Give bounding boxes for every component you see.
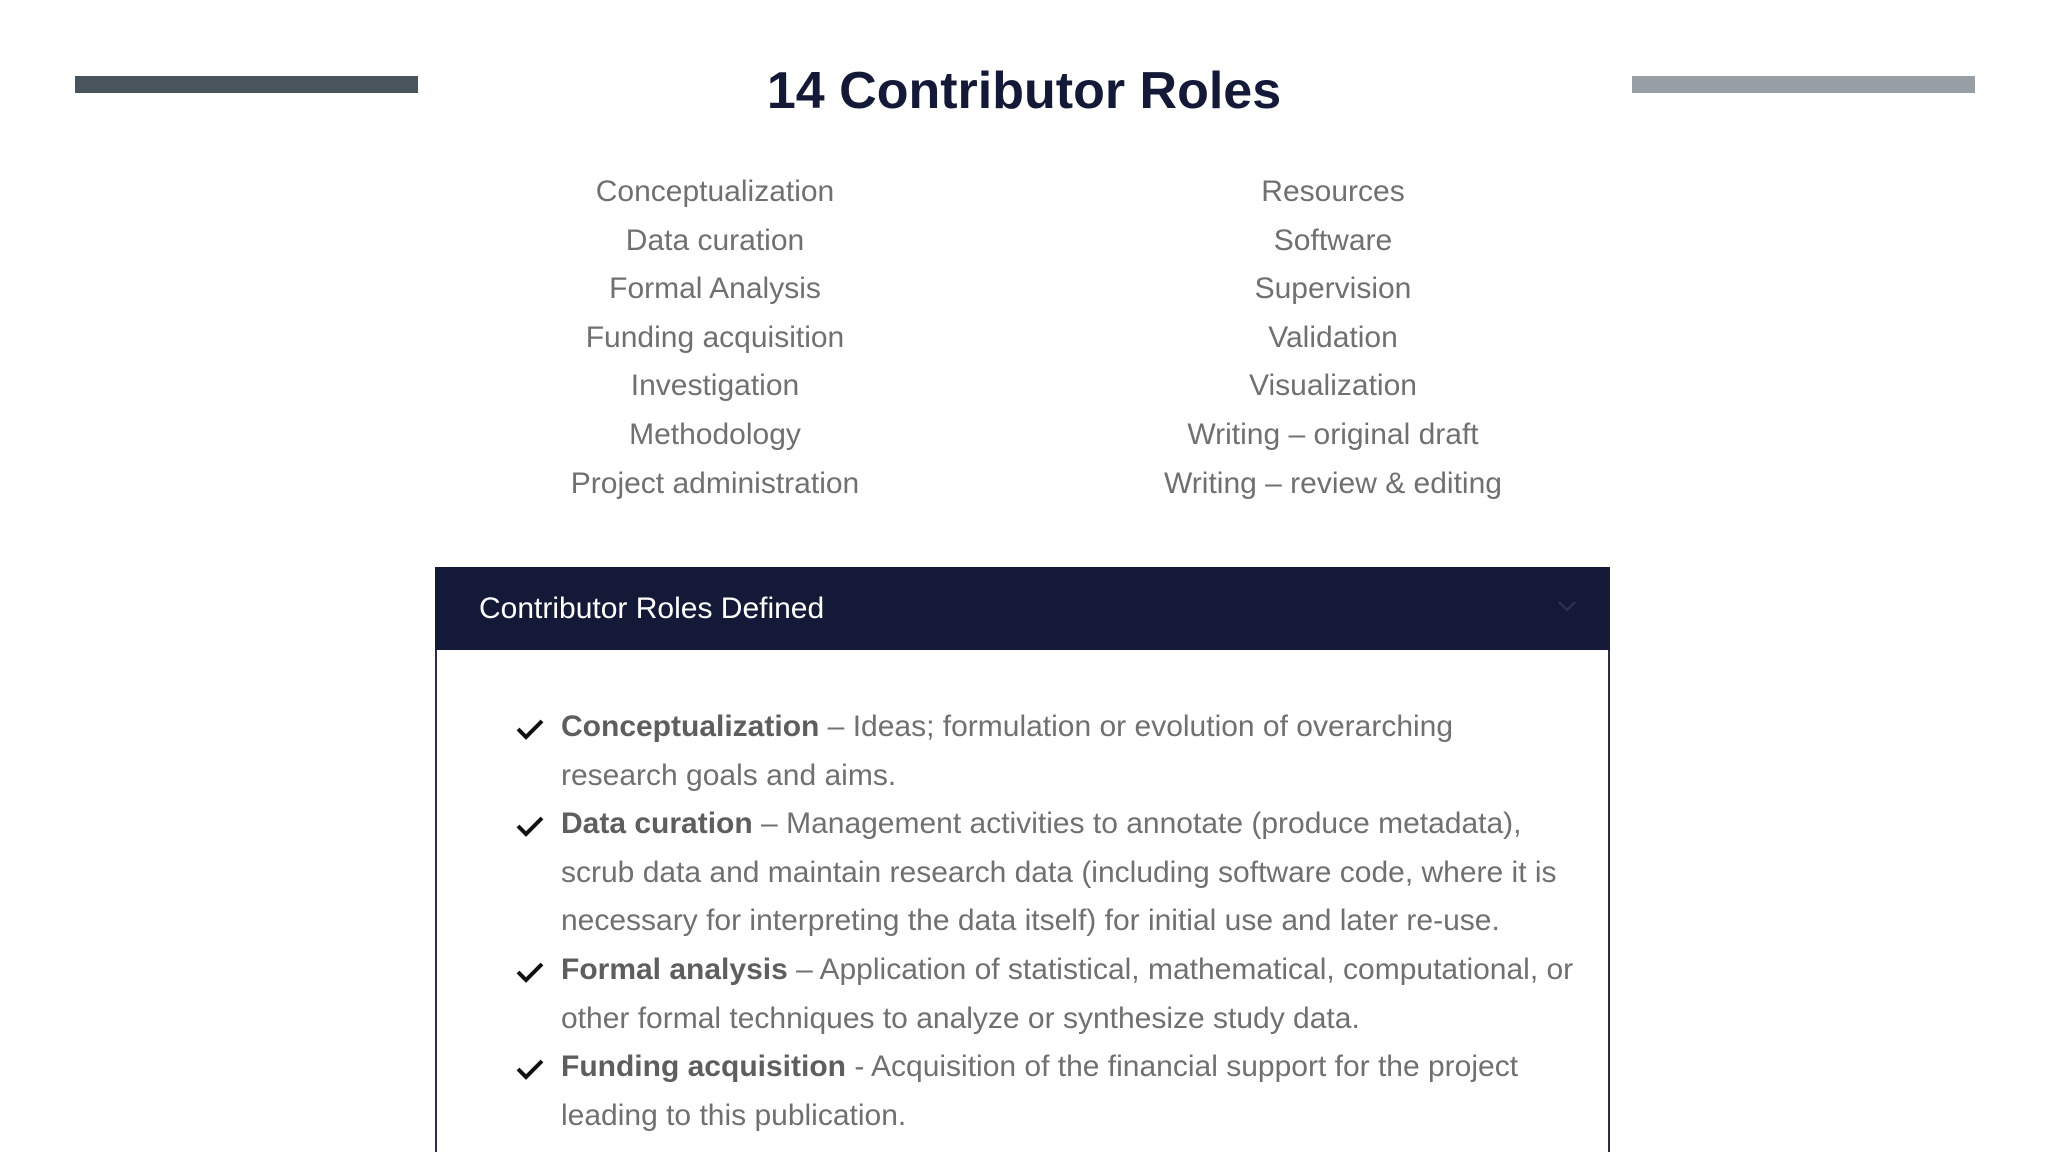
role-item: Funding acquisition	[585, 320, 845, 354]
checkmark-icon	[515, 813, 545, 839]
definition-text: Acquisition of the financial support for the project leading to this publication.	[561, 1050, 1519, 1132]
definition-term: Funding acquisition	[561, 1050, 846, 1084]
role-item: Methodology	[629, 417, 801, 451]
checkmark-icon	[515, 1056, 545, 1082]
checkmark-icon	[515, 959, 545, 985]
definition-term: Conceptualization	[561, 710, 820, 743]
definition-separator: –	[787, 952, 820, 986]
role-item: Data curation	[625, 223, 805, 257]
definition-text: Application of statistical, mathematical, computational, or other formal techniques to analyze or synthesize study data.	[561, 952, 1574, 1035]
definition-text: Management activities to annotate (produce metadata), scrub data and maintain research data (including software code, where it is necessary for interpreting the data itself) for initial use and later re-use.	[561, 807, 1557, 938]
definition-separator: -	[845, 1050, 871, 1084]
checkmark-icon	[515, 716, 545, 742]
role-definitions-list	[515, 703, 1575, 1140]
role-item: Conceptualization	[595, 175, 835, 208]
role-item: Resources	[1261, 175, 1405, 208]
chevron-down-icon[interactable]	[1554, 593, 1580, 619]
definition-text: Ideas; formulation or evolution of overarching research goals and aims.	[561, 710, 1454, 792]
role-item: Investigation	[630, 369, 800, 403]
role-item: Supervision	[1254, 272, 1412, 306]
definition-item	[515, 800, 1575, 946]
role-item: Formal Analysis	[609, 272, 821, 306]
role-item: Project administration	[570, 466, 860, 500]
definition-separator: –	[819, 710, 853, 743]
definition-item	[515, 946, 1575, 1043]
role-item: Visualization	[1249, 369, 1417, 403]
page-title: 14 Contributor Roles	[766, 61, 1282, 120]
definition-term: Data curation	[561, 807, 753, 841]
definition-separator: –	[752, 807, 787, 841]
accordion-header-toggle[interactable]	[435, 567, 1610, 650]
role-item: Validation	[1268, 320, 1398, 354]
definition-item	[515, 703, 1575, 800]
role-item: Writing – original draft	[1187, 417, 1479, 451]
roles-list-left	[435, 168, 995, 508]
role-item: Writing – review & editing	[1164, 466, 1502, 500]
accordion-title: Contributor Roles Defined	[479, 592, 825, 625]
roles-list-right	[1053, 168, 1613, 508]
role-item: Software	[1273, 223, 1393, 257]
definition-item	[515, 1043, 1575, 1140]
definition-term: Formal analysis	[561, 952, 788, 986]
